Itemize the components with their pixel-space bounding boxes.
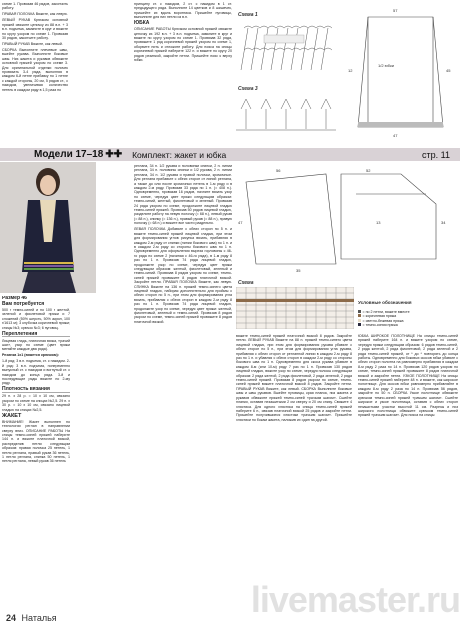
legend-item: = светло-бежевая пряжа [358, 319, 458, 323]
legend-item: = темно-синяя пряжа [358, 323, 458, 327]
jacket-text: ВНИМАНИЕ! Жакет выполнен по технологии реглан в направлении сверху вниз. ОПИСАНИЕ РАБОТЫ На спицы темно-синей пряжей наберите 144 п. и вяжите платочной вязкой, распределив петли следующим образом: правая полочка 25 петель, 1 петля реглана, правый рукав 36 петель, 1 петля реглана, спинка 50 петель, 1 петля реглана, левый рукав 36 петель [2, 419, 70, 464]
jacket-dim-2: 52 [366, 168, 371, 173]
skirt-dim-bottom: 47 [393, 133, 398, 138]
col2-skirt-title: ЮБКА [134, 20, 150, 27]
schema1-label: Схема 1 [238, 12, 258, 18]
legend-item: = по 2 петли, вяжите вместе [358, 310, 458, 314]
col2-left-text: ЛЕВАЯ ПОЛОЧКА Добавьте с обеих сторон по 5 п. и вяжите темно-синей пряжей лицевой гладью, при этом для формирования углов рисунка вязать, прибавляя в каждом 2-м ряду от спинки (линии бокового шва) по 1 п. и в каждом 2-м ряду со стороны бокового шва по 1 п. Одновременно для оформления выреза горловины с 46-го ряда по схеме 2 (начиная с 46-го ряда), в 1-м ряду 8 раз по 1 п. Провязав 74 ряда лицевой гладью, продолжите узор по схеме, чередуя цвет пряжи следующим образом: желтый, фиолетовый, зеленый и темно-синий. Провязав 8 рядов узором по схеме, темно-синей пряжей провяжите 8 рядов платочной вязкой. Закройте петли. ПРАВАЯ ПОЛОЧКА Вяжите, как левую. СПИНКА Вяжите на 136 п. пряжей темно-синего цвета лицевой гладью, набирая дополнительно для проймы с обеих сторон по 5 п., при этом для формирования угла вязать, прибавляя с обеих сторон в каждом 2-м ряду 8 раз по 1 п. Провязав 74 ряда лицевой гладью, продолжите узор по схеме, чередуя цвет пряжи: желтый, фиолетовый, зеленый и темно-синий. Провязав 8 рядов узором по схеме, темно-синей пряжей провяжите 8 рядов платочной вязкой. [134, 227, 232, 324]
jacket-dim-5: 35 [296, 268, 301, 273]
schema3-label: Схема 3 [238, 86, 258, 92]
model-photo [0, 162, 96, 293]
jacket-dim-4: 34 [441, 220, 446, 225]
skirt-center-label: 1/2 юбки [378, 63, 394, 68]
density-title: Плотность вязания [2, 387, 70, 392]
skirt-dim-right: 45 [446, 68, 451, 73]
footer-page-number: 24 [6, 613, 17, 623]
top-text-column-1 [2, 2, 68, 146]
schema2-label: Схема [238, 280, 254, 286]
page-footer [6, 613, 57, 623]
jacket-pattern-diagram [236, 164, 458, 276]
col1-p2: ПРАВАЯ ПОЛОЧКА Вяжите, как левую. [2, 12, 68, 17]
page-ref: стр. 11 [422, 149, 450, 160]
col1-p4: ПРАВЫЙ РУКАВ Вяжите, как левый. [2, 42, 63, 47]
rib-text: 1-й ряд: 3 в.п. подъема, ст. с накидом. 2-й ряд: 3 в.п. подъема, попеременно выпуклый ст. с накидом и вогнутый ст. с накидом до конца ряда. 3-й и последующие ряды вяжите по 2-му ряду. [2, 359, 70, 386]
schema2-diagram [236, 287, 354, 329]
skirt-dim-left: 12 [348, 68, 353, 73]
col2-p1: принципу ст. с накидом, 2 ст. с накидом в 1 ст. предыдущего ряда. Выполните 14 цветков и 8 шишечек, пришейте их вдоль воротника. Пришейте пуговицы, выполните для них петли из в.п. [134, 2, 232, 20]
top-text-column-2 [134, 2, 232, 146]
set-title: Комплект: жакет и юбка [132, 149, 227, 160]
size-title: Размер 46 [2, 296, 27, 301]
jacket-title: ЖАКЕТ [2, 412, 22, 419]
legend-item: = коричневая пряжа [358, 314, 458, 318]
materials-column [2, 296, 70, 608]
col2-p3: ОПИСАНИЕ РАБОТЫ Крючком основной пряжей свяжите цепочку из 192 в.п. + 3 в.п. подъема, замкните в круг и вяжите по кругу узором по схеме 1. Провязав 32 ряда, провяжите 1 ряд коричневой пряжей узором по схеме 1, оборвите нить и отложите работу. Для пояса на спицы коричневой пряжей наберите 122 п. и вяжите по кругу 20 рядов резинкой, закройте петли. Пришейте пояс к верху юбки. [134, 27, 232, 63]
watermark: livemaster.ru [250, 579, 460, 620]
model-plus-icon: ✚✚ [105, 149, 123, 160]
density-text: 29 п. x 28 р. = 10 x 10 см, связано узором по схеме на спицах №2,5. 29 п. x 30 р. = 10 x 10 см, связано лицевой гладью на спицах №2,5. [2, 394, 70, 412]
schema3-diagram [236, 94, 336, 134]
col1-p5: СБОРКА Выполните плечевые швы, вшейте рукава. Выполните боковые швы. Низ жакета и рукавов обвяжите основной пряжей узором по схеме 3. Для оригинальной отделки полочек провязать 3-4 ряда, выполняя в каждом 6-й петле прибавку по 1 петле с каждой стороны, 20 см, 5 рядов ст., с накидом, увеличивая количество петель в каждом ряду в 1,5 раза по [2, 48, 68, 92]
skirt-dim-top: 57 [393, 8, 398, 13]
jacket-center-label: 13 [376, 220, 381, 225]
jacket-dim-3: 47 [238, 220, 243, 225]
skirt-pattern-diagram [338, 2, 458, 144]
col4-text: ЮБКА ШИРОКОЕ ПОЛОТНИЩЕ На спицы темно-синей пряжей наберите 164 п. и вяжите узором по схеме, чередуя пряжи следующим образом: 6 рядов темно-синей, 2 ряда желтой, 2 ряда фиолетовой, 2 ряда зеленой и 2 ряда темно-синей пряжей, от * до * повторять до конца работы. Одновременно для боковых скосов юбки убавьте с обеих сторон полотна на равномерно прибавляя в каждом 8-м ряду 2 раза по 14 п. Провязав 120 рядов узором по схеме, темно-синей пряжей провяжите 8 рядов платочной вязкой и закройте петли. УЗКОЕ ПОЛОТНИЩЕ На спицы темно-синей пряжей наберите 48 п. и вяжите, как широкое полотнище. Для скосов юбки равномерно прибавляйте в каждом 8-м ряду 2 раза по 14 п. Провязав 56 рядов, закройте по 50 п. СБОРКА Узкое полотнище обвяжите крючком темно-синей пряжей «рачьим шагом». Сшейте широкое и узкое полотнища, оставив с обеих сторон незашитыми участки высотой 11 см. Разрезы и низ широкого полотнища обвяжите крючком темно-синей пряжей «рачьим шагом». Для пояса на спицы [358, 334, 458, 418]
col3-text: вяжите темно-синей пряжей платочной вязкой 8 рядов. Закройте петли. ЛЕВЫЙ РУКАВ Вяжите на 88 п. пряжей темно-синего цвета лицевой гладью, при этом для формирования рукава убавьте с обеих сторон по 5 п., при этом для формирования угла рукава, прибавляя с обеих сторон от регланной линии в каждом 2-м ряду 8 раз по 1 п. и убавляя с обеих сторон в каждом 2-м ряду со стороны бокового шва по 1 п. Одновременно для скоса рукава убавьте в каждом 8-м (или 10-м) ряду 7 раз по 1 п. Провязав 130 рядов лицевой гладью, вяжите узор по схеме, чередуя полосы следующим образом: 2 ряда желтой, 2 ряда фиолетовой, 2 ряда зеленой, 2 ряда темно-синей пряжей. Провязав 8 рядов узором по схеме, темно-синей пряжей вяжите платочной вязкой 8 рядов. Закройте петли. ПРАВЫЙ РУКАВ Вяжите, как левый. СБОРКА Выполните боковые швы и швы рукавов. Вшейте пуговицы, края планок, низ жакета и рукавов обвяжите пряжей темно-синей «рачьим шагом». Сшейте планки, оставив незашитыми 2 см сверху и 20 см снизу. Свяжите 4 хлястика. Для одного хлястика на спицы темно-синей пряжей наберите 6 п., связав платочной вязкой 25 рядов и закройте петли. Пришейте получившиеся хлястики «рачьим шагом». Пришейте хлястики по бокам жакета, наложив их один на другой. [236, 334, 352, 422]
middle-text-column-1 [134, 164, 232, 604]
jacket-dim-1: 56 [276, 168, 281, 173]
schema1-diagram [236, 20, 336, 76]
model-header-banner [0, 148, 460, 161]
need-text: 500 г темно-синей и по 100 г желтой, зеленой и фиолетовой пряжи и 7 сложений (50% шерсть, 50% акрил, 100 г/1613 м); 3 клубочка коричневой пряжи; спицы №3; крючок №3; 6 пуговиц. [2, 308, 70, 330]
weave-title: Переплетения [2, 332, 70, 337]
col1-p3: ЛЕВЫЙ РУКАВ Крючком основной пряжей свяжите цепочку из 88 в.п. + 3 в.п. подъема, замкните в круг и вяжите по кругу узором по схеме 1. Провязав 30 рядов, закончите работу. [2, 18, 68, 41]
weave-text: Лицевая гладь, платочная вязка, «рачий шаг», узор по схеме (цвет пряжи меняйте каждые два ряда). [2, 338, 70, 352]
footer-brand: Наталья [21, 613, 57, 623]
middle-text-column-2 [236, 334, 352, 608]
legend-title: Условные обозначения [358, 300, 412, 305]
model-title: Модели 17–18 [34, 149, 104, 160]
col2-main-text: реглана, 34 п. 1/2 рукава и половинки спинки, 2 п. линии реглана, 34 п. половины спинки и 1/2 рукава, 2 п. линии реглана, 34 п. 1/2 рукава и правой полочки, кромочные. Для реглана прибавьте с обеих сторон от линий реглана, а также до или после кромочных петель в 1-м ряду и в каждом 2-м ряду. Провязав 33 ряда по 1 п. (= 408 п.). Одновременно, провязав 16 рядов, начните вязать узор по схеме, чередуя цвет пряжи следующим образом: темно-синий, желтый, фиолетовый и зеленый. Провязав 24 ряда узором по схеме, продолжите лицевой гладью темно-синей пряжей. Провязав 50 рядов лицевой гладью, разделите работу на левую полочку (= 68 п.), левый рукав (= 88 п.), спинку (= 136 п.), правый рукав (= 88 п.), правую полочку (= 68 п.) и вяжите все части раздельно. [134, 164, 232, 226]
rib-title: Резинка 1x1 (вяжется крючком): [2, 353, 59, 358]
skirt-text-column [358, 334, 458, 604]
need-title: Вам потребуется [2, 301, 45, 307]
legend-list [358, 310, 458, 328]
col1-p1: схеме 1. Провязав 46 рядов, закончить работу. [2, 2, 68, 11]
